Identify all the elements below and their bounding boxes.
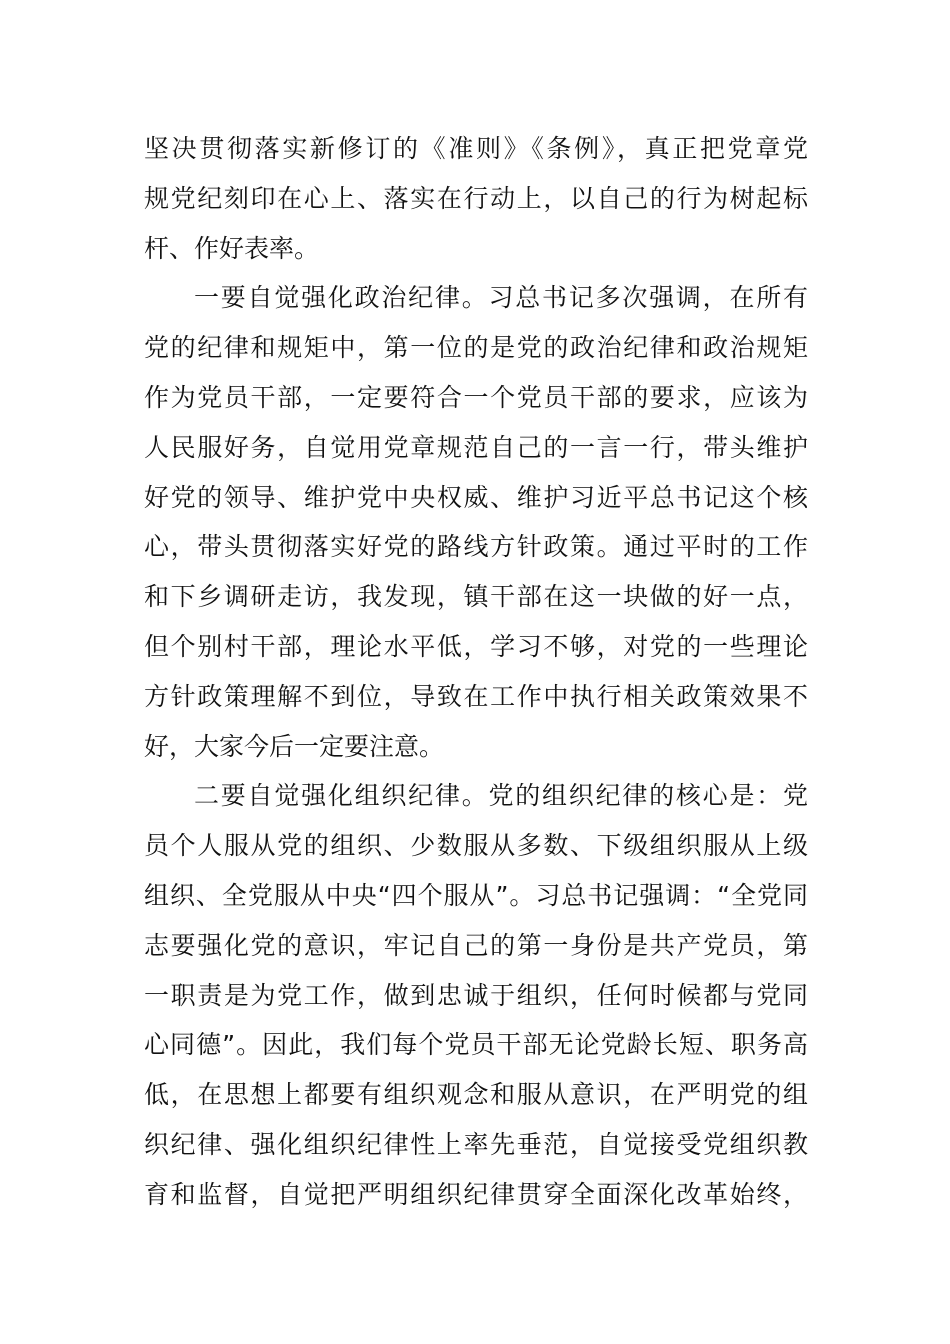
text-line: 一要自觉强化政治纪律。习总书记多次强调，在所有 [194,283,808,313]
text-line: 规党纪刻印在心上、落实在行动上，以自己的行为树起标 [144,183,808,213]
body-text [144,124,808,1220]
text-line: 心同德”。因此，我们每个党员干部无论党龄长短、职务高 [144,1030,808,1060]
text-line: 志要强化党的意识，牢记自己的第一身份是共产党员，第 [144,930,808,960]
text-line: 和下乡调研走访，我发现，镇干部在这一块做的好一点， [144,582,808,612]
text-line: 组织、全党服从中央“四个服从”。习总书记强调：“全党同 [144,880,808,910]
text-line: 员个人服从党的组织、少数服从多数、下级组织服从上级 [144,831,808,861]
text-line: 人民服好务，自觉用党章规范自己的一言一行，带头维护 [144,432,808,462]
text-line: 低，在思想上都要有组织观念和服从意识，在严明党的组 [144,1080,808,1110]
paragraph-2 [144,273,808,771]
text-line: 方针政策理解不到位，导致在工作中执行相关政策效果不 [144,681,808,711]
text-line: 但个别村干部，理论水平低，学习不够，对党的一些理论 [144,631,808,661]
text-line: 二要自觉强化组织纪律。党的组织纪律的核心是：党 [194,781,808,811]
text-line: 一职责是为党工作，做到忠诚于组织，任何时候都与党同 [144,980,808,1010]
text-line: 好，大家今后一定要注意。 [144,731,445,761]
text-line: 党的纪律和规矩中，第一位的是党的政治纪律和政治规矩 [144,333,808,363]
text-line: 育和监督，自觉把严明组织纪律贯穿全面深化改革始终， [144,1179,808,1209]
paragraph-3 [144,771,808,1219]
text-line: 坚决贯彻落实新修订的《准则》《条例》，真正把党章党 [144,134,808,163]
text-line: 织纪律、强化组织纪律性上率先垂范，自觉接受党组织教 [144,1129,808,1159]
text-line: 作为党员干部，一定要符合一个党员干部的要求，应该为 [144,382,808,412]
text-line: 心，带头贯彻落实好党的路线方针政策。通过平时的工作 [144,532,808,562]
paragraph-1 [144,124,808,273]
text-line: 杆、作好表率。 [144,233,320,263]
text-line: 好党的领导、维护党中央权威、维护习近平总书记这个核 [144,482,808,512]
